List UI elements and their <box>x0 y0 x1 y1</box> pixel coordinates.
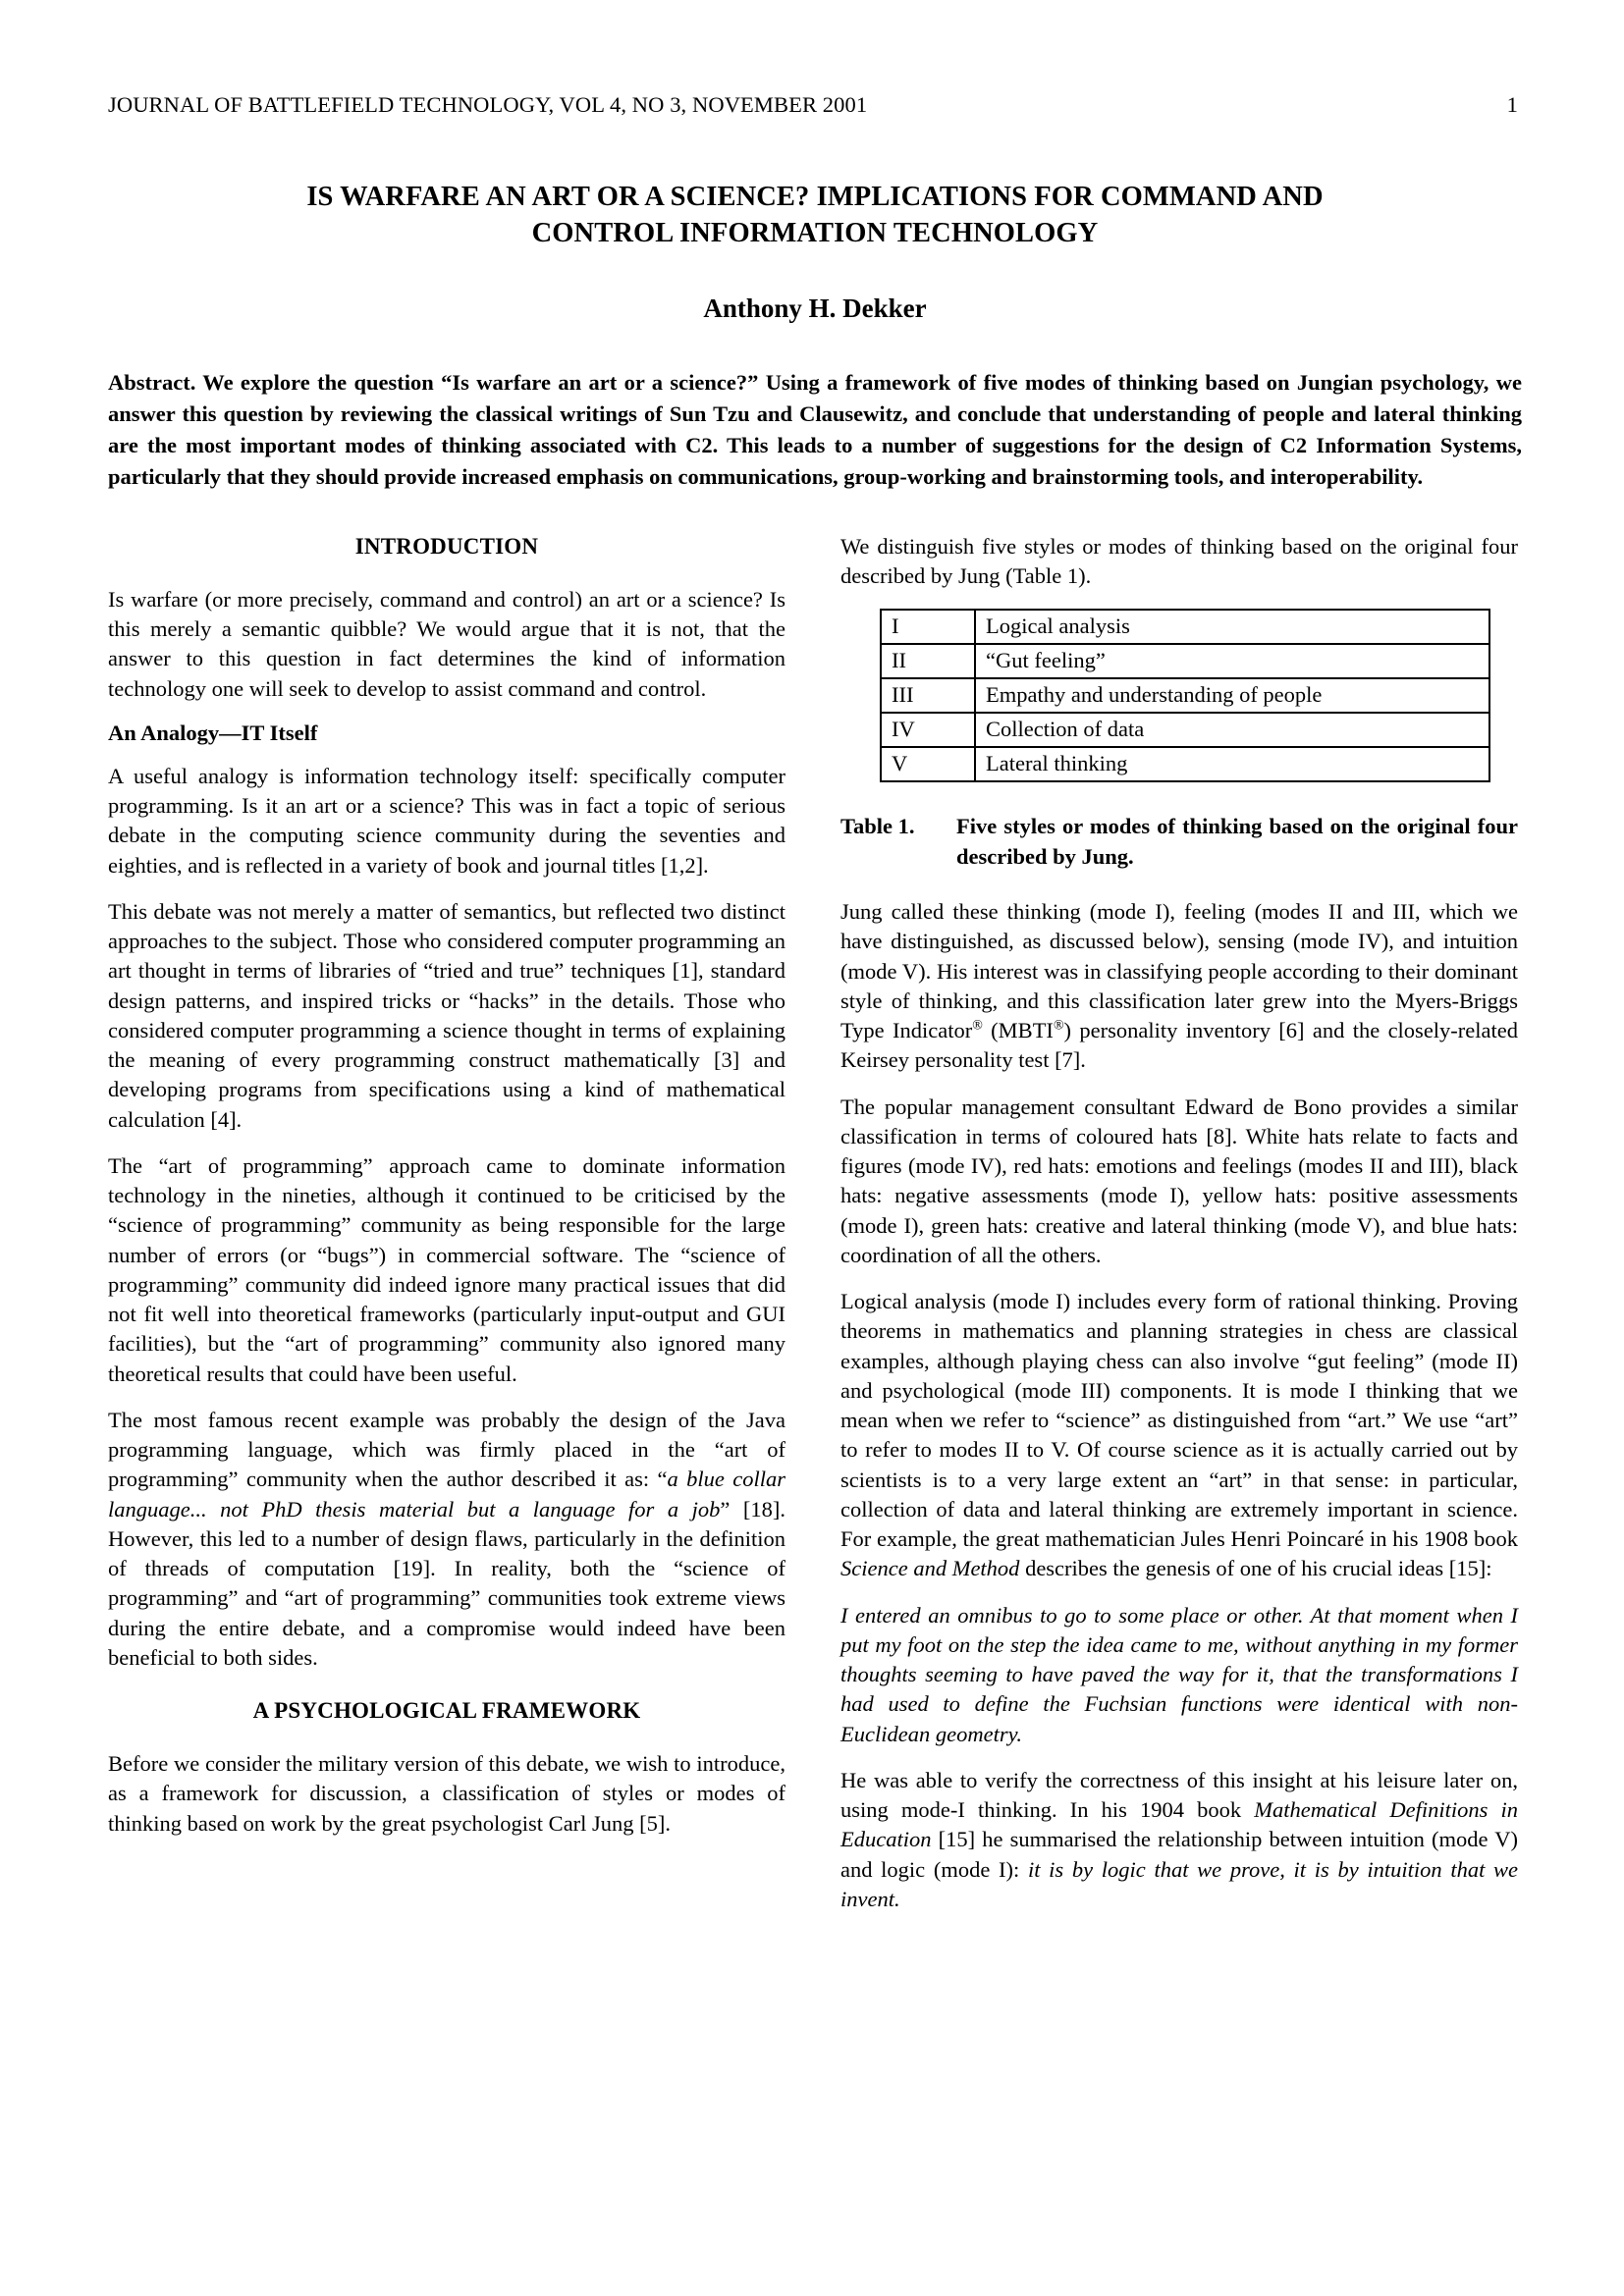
body-columns <box>108 532 1522 1931</box>
running-head <box>108 92 1522 118</box>
table-row <box>881 747 1489 781</box>
right-column <box>840 532 1518 1931</box>
book-title-science-and-method: Science and Method <box>840 1556 1020 1581</box>
table-caption <box>840 812 1518 872</box>
page-title <box>153 179 1477 251</box>
table-body <box>881 610 1489 781</box>
paragraph-debate: This debate was not merely a matter of semantics, but reflected two distinct approaches to the subject. Those who considered computer programming an art thought in terms of libraries of “tried and true” techniques [1], standard design patterns, and inspired tricks or “hacks” in the details. Those who considered computer programming a science thought in terms of explaining the meaning of every programming construct mathematically [3] and developing programs from specifications using a kind of mathematical calculation [4]. <box>108 898 785 1132</box>
verify-text-part1: He was able to verify the correctness of this insight at his leisure later on, using mode-I thinking. In his 1904 book <box>840 1767 1518 1823</box>
java-text-after: ” [18]. However, this led to a number of design flaws, particularly in the definition of threads of computation [19]. In reality, both the “science of programming” and “art of programming” communities took extreme views during the entire debate, and a compromise would indeed have been beneficial to both sides. <box>108 1496 785 1670</box>
table-cell-mode: IV <box>881 713 975 747</box>
table-cell-mode: II <box>881 644 975 678</box>
table-row <box>881 678 1489 713</box>
paragraph-introduction: Is warfare (or more precisely, command and control) an art or a science? Is this merely a semantic quibble? We would argue that it is not, that the answer to this question in fact determines the kind of information technology one will seek to develop to assist command and control. <box>108 586 785 701</box>
table-cell-description: Lateral thinking <box>975 747 1489 781</box>
verify-text-part2: [15] he summarised the relationship between intuition (mode V) and logic (mode I): <box>840 1827 1518 1882</box>
table-caption-text: Five styles or modes of thinking based on the original four described by Jung. <box>956 814 1518 869</box>
jung-text-part2: (MBTI <box>982 1018 1054 1043</box>
title-line-2: CONTROL INFORMATION TECHNOLOGY <box>531 218 1099 249</box>
paragraph-jung-modes <box>840 897 1518 1076</box>
paragraph-analogy: A useful analogy is information technology itself: specifically computer programming. Is it an art or a science? This was in fact a topic of serious debate in the computing science community during the seventies and eighties, and is reflected in a variety of book and journal titles [1,2]. <box>108 763 785 878</box>
poincare-quote: I entered an omnibus to go to some place or other. At that moment when I put my foot on the step the idea came to me, without anything in my former thoughts seeming to have paved the way for it, that the transformations I had used to define the Fuchsian functions were identical with non-Euclidean geometry. <box>840 1602 1518 1746</box>
heading-psychological-framework: A PSYCHOLOGICAL FRAMEWORK <box>252 1698 641 1724</box>
paragraph-java <box>108 1406 785 1673</box>
author-name: Anthony H. Dekker <box>703 294 927 324</box>
poincare-logic-intuition-quote: it is by logic that we prove, it is by intuition that we invent. <box>840 1856 1519 1911</box>
paragraph-framework: Before we consider the military version of this debate, we wish to introduce, as a framework for discussion, a classification of styles or modes of thinking based on work by the great psychologist Carl Jung [5]. <box>108 1751 785 1836</box>
table-caption-label: Table 1. <box>840 814 915 839</box>
registered-trademark-icon: ® <box>1053 1018 1064 1034</box>
jung-text-part3: ) personality inventory [6] and the closely-related Keirsey personality test [7]. <box>840 1018 1519 1073</box>
registered-trademark-icon: ® <box>972 1018 983 1034</box>
table-cell-mode: III <box>881 678 975 713</box>
java-quote-italic: a blue collar language... not PhD thesis material but a language for a job <box>108 1467 785 1522</box>
paragraph-coloured-hats: The popular management consultant Edward de Bono provides a similar classification in terms of coloured hats [8]. White hats relate to facts and figures (mode IV), red hats: emotions and feelings (modes II and III), black hats: negative assessments (mode I), yellow hats: positive assessments (mode I), green hats: creative and lateral thinking (mode V), and blue hats: coordination of all the others. <box>840 1094 1518 1267</box>
table-cell-description: “Gut feeling” <box>975 644 1489 678</box>
table-row <box>881 644 1489 678</box>
paragraph-art-of-programming: The “art of programming” approach came to dominate information technology in the nineties, although it continued to be criticised by the “science of programming” community as being responsible for the large number of errors (or “bugs”) in commercial software. The “science of programming” community did indeed ignore many practical issues that did not fit well into theoretical frameworks (particularly input-output and GUI facilities), but the “art of programming” community also ignored many theoretical results that could have been useful. <box>108 1152 785 1386</box>
table-cell-mode: I <box>881 610 975 644</box>
journal-citation: JOURNAL OF BATTLEFIELD TECHNOLOGY, VOL 4, NO 3, NOVEMBER 2001 <box>108 92 868 117</box>
logical-text-part2: describes the genesis of one of his crucial ideas [15]: <box>1019 1556 1492 1581</box>
page-number: 1 <box>1506 92 1518 117</box>
abstract: Abstract. We explore the question “Is warfare an art or a science?” Using a framework of five modes of thinking based on Jungian psychology, we answer this question by reviewing the classical writings of Sun Tzu and Clausewitz, and conclude that understanding of people and lateral thinking are the most important modes of thinking associated with C2. This leads to a number of suggestions for the design of C2 Information Systems, particularly that they should provide increased emphasis on communications, group-working and brainstorming tools, and interoperability. <box>108 370 1522 489</box>
table-row <box>881 713 1489 747</box>
heading-an-analogy: An Analogy—IT Itself <box>108 720 318 745</box>
table-cell-description: Collection of data <box>975 713 1489 747</box>
logical-text-part1: Logical analysis (mode I) includes every form of rational thinking. Proving theorems in mathematics and planning strategies in chess are classical examples, although playing chess can also involve “gut feeling” (mode II) and psychological (mode III) components. It is mode I thinking that we mean when we refer to “science” as distinguished from “art.” We use “art” to refer to modes II to V. Of course science as it is actually carried out by scientists is to a very large extent an “art” in that sense: in particular, collection of data and lateral thinking are extremely important in science. For example, the great mathematician Jules Henri Poincaré in his 1908 book <box>840 1289 1518 1552</box>
table-cell-mode: V <box>881 747 975 781</box>
paragraph-verify <box>840 1766 1518 1914</box>
book-title-mathematical-definitions: Mathematical Definitions in Education <box>840 1797 1519 1852</box>
table-row <box>881 610 1489 644</box>
paragraph-logical-analysis <box>840 1287 1518 1584</box>
modes-of-thinking-table <box>880 609 1490 782</box>
table-cell-description: Empathy and understanding of people <box>975 678 1489 713</box>
caption-spacer <box>840 872 1518 897</box>
paragraph-five-styles: We distinguish five styles or modes of thinking based on the original four described by Jung (Table 1). <box>840 533 1518 589</box>
title-line-1: IS WARFARE AN ART OR A SCIENCE? IMPLICATIONS FOR COMMAND AND <box>306 182 1324 212</box>
left-column <box>108 532 785 1931</box>
jung-text-part1: Jung called these thinking (mode I), feeling (modes II and III, which we have distinguished, as discussed below), sensing (mode IV), and intuition (mode V). His interest was in classifying people according to their dominant style of thinking, and this classification later grew into the Myers-Briggs Type Indicator <box>840 899 1518 1043</box>
table-cell-description: Logical analysis <box>975 610 1489 644</box>
java-text-before: The most famous recent example was probably the design of the Java programming language, which was firmly placed in the “art of programming” community when the author described it as: “ <box>108 1407 785 1492</box>
heading-introduction: INTRODUCTION <box>354 533 539 559</box>
